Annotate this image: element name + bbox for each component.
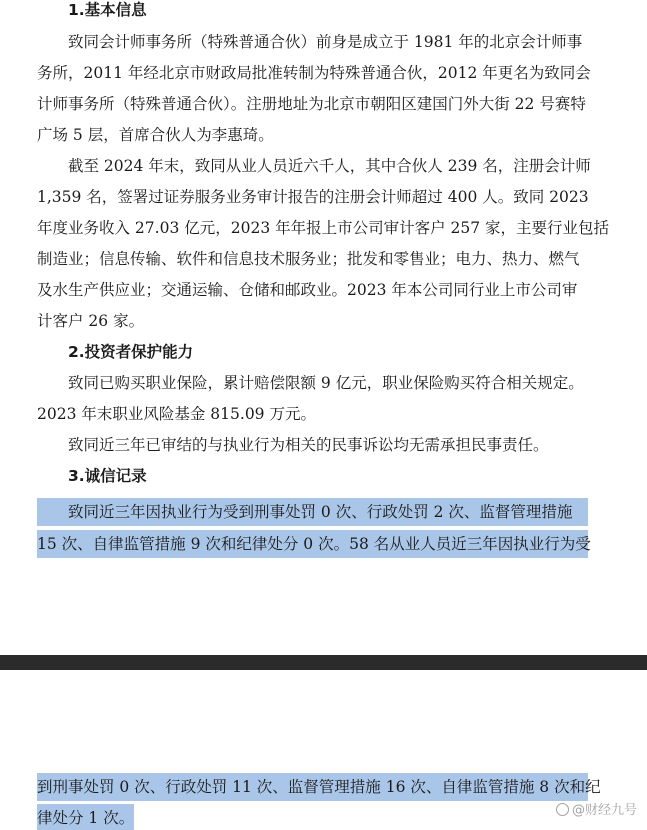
watermark [556, 799, 637, 818]
watermark-logo-icon [556, 803, 569, 816]
document-page-2: 到刑事处罚 0 次、行政处罚 11 次、监督管理措施 16 次、自律监管措施 8 次和纪 律处分 1 次。 @财经九号 [0, 670, 647, 830]
page-break-separator [0, 655, 647, 670]
watermark-text: @财经九号 [571, 803, 637, 818]
document-page-1: 1.基本信息 致同会计师事务所（特殊普通合伙）前身是成立于 1981 年的北京会计师事 务所，2011 年经北京市财政局批准转制为特殊普通合伙，2012 年更名为致同会 计师事务所（特殊普通合伙）。注册地址为北京市朝阳区建国门外大街 22 号赛特 广场 5 层，首席合伙人为李惠琦。 截至 2024 年末，致同从业人员近六千人，其中合伙人 239 名，注册会计师 1,359 名，签署过证券服务业务审计报告的注册会计师超过 400 人。致同 2023 年度业务收入 27.03 亿元，2023 年年报上市公司审计客户 257 家，主要行业包括 制造业；信息传输、软件和信息技术服务业；批发和零售业；电力、热力、燃气 及水生产供应业；交通运输、仓储和邮政业。2023 年本公司同行业上市公司审 计客户 26 家。 2.投资者保护能力 致同已购买职业保险，累计赔偿限额 9 亿元，职业保险购买符合相关规定。 2023 年末职业风险基金 815.09 万元。 致同近三年已审结的与执业行为相关的民事诉讼均无需承担民事责任。 3.诚信记录 致同近三年因执业行为受到刑事处罚 0 次、行政处罚 2 次、监督管理措施 15 次、自律监管措施 9 次和纪律处分 0 次。58 名从业人员近三年因执业行为受 [0, 0, 647, 655]
